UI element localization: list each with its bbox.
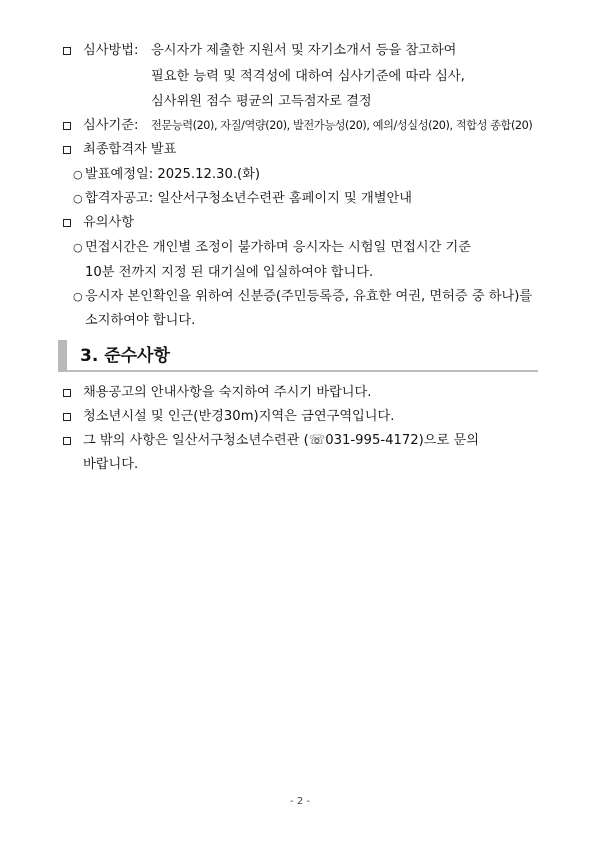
checkbox-bullet: [63, 437, 71, 445]
final-notice: 합격자공고: 일산서구청소년수련관 홈페이지 및 개별안내: [85, 191, 412, 206]
compliance-line3-cont: 바랍니다.: [83, 457, 139, 472]
notes-title: 유의사항: [83, 215, 134, 230]
criteria-label: 심사기준:: [83, 118, 139, 133]
checkbox-bullet: [63, 47, 71, 55]
section-title: 3. 준수사항: [80, 346, 170, 366]
checkbox-bullet: [63, 413, 71, 421]
compliance-line1: 채용공고의 안내사항을 숙지하여 주시기 바랍니다.: [83, 385, 372, 400]
section-underline: [67, 370, 538, 372]
circle-bullet: ○: [73, 290, 83, 303]
checkbox-bullet: [63, 389, 71, 397]
checkbox-bullet: [63, 146, 71, 154]
note1-line2: 10분 전까지 지정 된 대기실에 입실하여야 합니다.: [85, 265, 374, 280]
compliance-line2: 청소년시설 및 인근(반경30m)지역은 금연구역입니다.: [83, 409, 395, 424]
page-number: - 2 -: [290, 796, 310, 807]
final-title: 최종합격자 발표: [83, 142, 177, 157]
compliance-line3: 그 밖의 사항은 일산서구청소년수련관 (☏031-995-4172)으로 문의: [83, 433, 479, 448]
criteria-text: 전문능력(20), 자질/역량(20), 발전가능성(20), 예의/성실성(20), 적합성 종합(20): [151, 119, 533, 132]
circle-bullet: ○: [73, 241, 83, 254]
note1-line1: 면접시간은 개인별 조정이 불가하며 응시자는 시험일 면접시간 기준: [85, 240, 472, 255]
section-header: [58, 340, 538, 372]
checkbox-bullet: [63, 122, 71, 130]
method-text-line2: 필요한 능력 및 적격성에 대하여 심사기준에 따라 심사,: [151, 69, 465, 84]
circle-bullet: ○: [73, 168, 83, 181]
checkbox-bullet: [63, 219, 71, 227]
method-text-line1: 응시자가 제출한 지원서 및 자기소개서 등을 참고하여: [151, 43, 457, 58]
note2-line2: 소지하여야 합니다.: [85, 313, 196, 328]
note2-line1: 응시자 본인확인을 위하여 신분증(주민등록증, 유효한 여권, 면허증 중 하나)를: [85, 289, 533, 304]
method-text-line3: 심사위원 점수 평균의 고득점자로 결정: [151, 94, 372, 109]
final-date: 발표예정일: 2025.12.30.(화): [85, 167, 261, 182]
circle-bullet: ○: [73, 192, 83, 205]
method-label: 심사방법:: [83, 43, 139, 58]
section-accent-bar: [58, 340, 67, 372]
